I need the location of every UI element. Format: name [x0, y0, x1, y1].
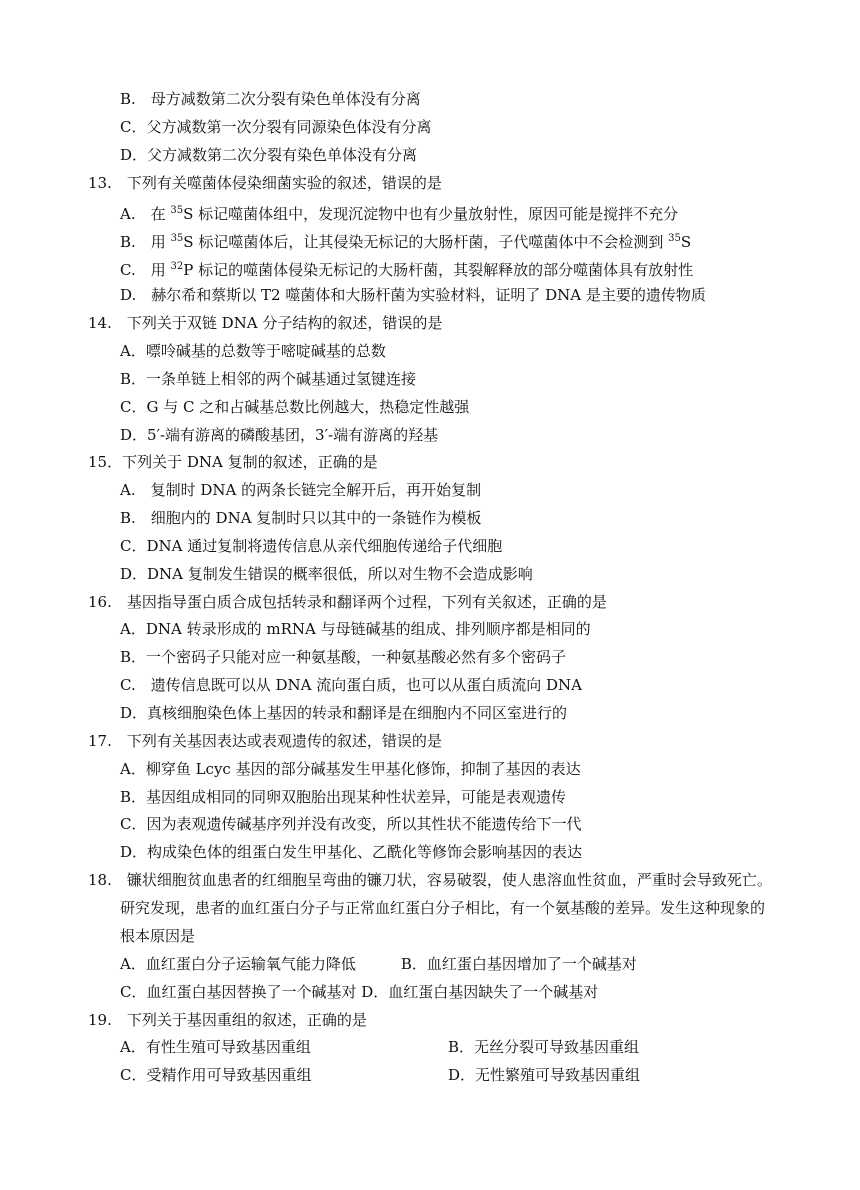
q12-option-b: B. 母方减数第二次分裂有染色单体没有分离 — [120, 90, 421, 108]
q12-option-c: C．父方减数第一次分裂有同源染色体没有分离 — [120, 118, 432, 136]
q13-option-a: A. 在 $^{35}$S 标记噬菌体组中，发现沉淀物中也有少量放射性，原因可能是搅拌不充分 — [120, 205, 679, 223]
q18-options-cd: C．血红蛋白基因替换了一个碱基对 D．血红蛋白基因缺失了一个碱基对 — [120, 983, 599, 1001]
q16-option-c: C. 遗传信息既可以从 DNA 流向蛋白质，也可以从蛋白质流向 DNA — [120, 676, 582, 694]
question-19: 19. 下列关于基因重组的叙述，正确的是 — [88, 1011, 367, 1029]
q15-option-b: B. 细胞内的 DNA 复制时只以其中的一条链作为模板 — [120, 509, 482, 527]
q13-option-d: D. 赫尔希和蔡斯以 T2 噬菌体和大肠杆菌为实验材料，证明了 DNA 是主要的遗传物质 — [120, 286, 706, 304]
q13-option-c: C. 用 $^{32}$P 标记的噬菌体侵染无标记的大肠杆菌，其裂解释放的部分噬菌体具有放射性 — [120, 261, 694, 279]
q15-option-d: D．DNA 复制发生错误的概率很低，所以对生物不会造成影响 — [120, 565, 533, 583]
question-16: 16. 基因指导蛋白质合成包括转录和翻译两个过程，下列有关叙述，正确的是 — [88, 593, 607, 611]
q17-option-d: D．构成染色体的组蛋白发生甲基化、乙酰化等修饰会影响基因的表达 — [120, 843, 583, 861]
question-13: 13. 下列有关噬菌体侵染细菌实验的叙述，错误的是 — [88, 174, 442, 192]
question-18-continued: 研究发现，患者的血红蛋白分子与正常血红蛋白分子相比，有一个氨基酸的差异。发生这种现象的 — [120, 899, 766, 917]
q14-option-b: B．一条单链上相邻的两个碱基通过氢键连接 — [120, 370, 417, 388]
q18-options-ab: A．血红蛋白分子运输氧气能力降低 B．血红蛋白基因增加了一个碱基对 — [120, 955, 637, 973]
q16-option-a: A．DNA 转录形成的 mRNA 与母链碱基的组成、排列顺序都是相同的 — [120, 620, 591, 638]
q14-option-a: A．嘌呤碱基的总数等于嘧啶碱基的总数 — [120, 342, 386, 360]
q16-option-b: B．一个密码子只能对应一种氨基酸，一种氨基酸必然有多个密码子 — [120, 648, 567, 666]
question-18: 18. 镰状细胞贫血患者的红细胞呈弯曲的镰刀状，容易破裂，使人患溶血性贫血，严重时会导致死亡。 — [88, 871, 772, 889]
q19-option-d: D．无性繁殖可导致基因重组 — [448, 1066, 641, 1084]
q16-option-d: D．真核细胞染色体上基因的转录和翻译是在细胞内不同区室进行的 — [120, 704, 568, 722]
q15-option-a: A. 复制时 DNA 的两条长链完全解开后，再开始复制 — [120, 481, 482, 499]
question-18-stem-end: 根本原因是 — [120, 927, 196, 945]
q15-option-c: C．DNA 通过复制将遗传信息从亲代细胞传递给子代细胞 — [120, 537, 503, 555]
q12-option-d: D．父方减数第二次分裂有染色单体没有分离 — [120, 146, 418, 164]
question-17: 17. 下列有关基因表达或表观遗传的叙述，错误的是 — [88, 732, 442, 750]
question-15: 15．下列关于 DNA 复制的叙述，正确的是 — [88, 453, 378, 471]
q14-option-c: C．G 与 C 之和占碱基总数比例越大，热稳定性越强 — [120, 398, 470, 416]
q17-option-b: B．基因组成相同的同卵双胞胎出现某种性状差异，可能是表观遗传 — [120, 788, 567, 806]
q13-option-b: B. 用 $^{35}$S 标记噬菌体后，让其侵染无标记的大肠杆菌，子代噬菌体中不会检测到 $^{35}$S — [120, 233, 692, 251]
q19-option-a: A．有性生殖可导致基因重组 — [120, 1038, 311, 1056]
question-14: 14. 下列关于双链 DNA 分子结构的叙述，错误的是 — [88, 314, 443, 332]
q19-option-c: C．受精作用可导致基因重组 — [120, 1066, 312, 1084]
q17-option-a: A．柳穿鱼 Lcyc 基因的部分碱基发生甲基化修饰，抑制了基因的表达 — [120, 760, 581, 778]
q17-option-c: C．因为表观遗传碱基序列并没有改变，所以其性状不能遗传给下一代 — [120, 815, 582, 833]
q19-option-b: B．无丝分裂可导致基因重组 — [448, 1038, 640, 1056]
q14-option-d: D．5′-端有游离的磷酸基团，3′-端有游离的羟基 — [120, 426, 439, 444]
